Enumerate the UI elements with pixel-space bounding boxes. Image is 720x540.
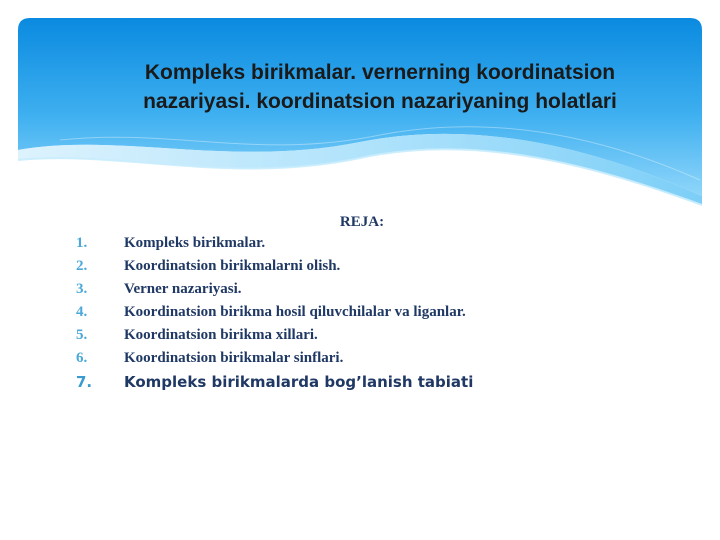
plan-item-text: Koordinatsion birikmalarni olish. bbox=[124, 258, 341, 274]
plan-item-text: Kompleks birikmalarda bog’lanish tabiati bbox=[124, 373, 474, 391]
plan-item-number: 3. bbox=[76, 281, 88, 297]
plan-heading: REJA: bbox=[339, 214, 385, 230]
plan-item-number: 2. bbox=[76, 258, 88, 274]
slide-title-line-1: Kompleks birikmalar. vernerning koordinatsion bbox=[144, 61, 616, 84]
plan-item-1 bbox=[0, 235, 720, 257]
plan-item-text: Koordinatsion birikmalar sinflari. bbox=[124, 350, 344, 366]
plan-item-7 bbox=[0, 373, 720, 395]
slide-title bbox=[100, 58, 660, 116]
plan-item-3 bbox=[0, 281, 720, 303]
plan-item-text: Verner nazariyasi. bbox=[124, 281, 242, 297]
slide-title-line-2: nazariyasi. koordinatsion nazariyaning holatlari bbox=[143, 90, 617, 113]
plan-item-4 bbox=[0, 304, 720, 326]
plan-item-number: 1. bbox=[76, 235, 88, 251]
plan-item-number: 6. bbox=[76, 350, 88, 366]
plan-item-number: 7. bbox=[76, 373, 93, 391]
plan-item-number: 5. bbox=[76, 327, 88, 343]
plan-item-6 bbox=[0, 350, 720, 372]
plan-item-number: 4. bbox=[76, 304, 88, 320]
plan-item-5 bbox=[0, 327, 720, 349]
plan-item-2 bbox=[0, 258, 720, 280]
plan-item-text: Koordinatsion birikma hosil qiluvchilalar va liganlar. bbox=[124, 304, 466, 320]
plan-item-text: Koordinatsion birikma xillari. bbox=[124, 327, 318, 343]
plan-item-text: Kompleks birikmalar. bbox=[124, 235, 266, 251]
